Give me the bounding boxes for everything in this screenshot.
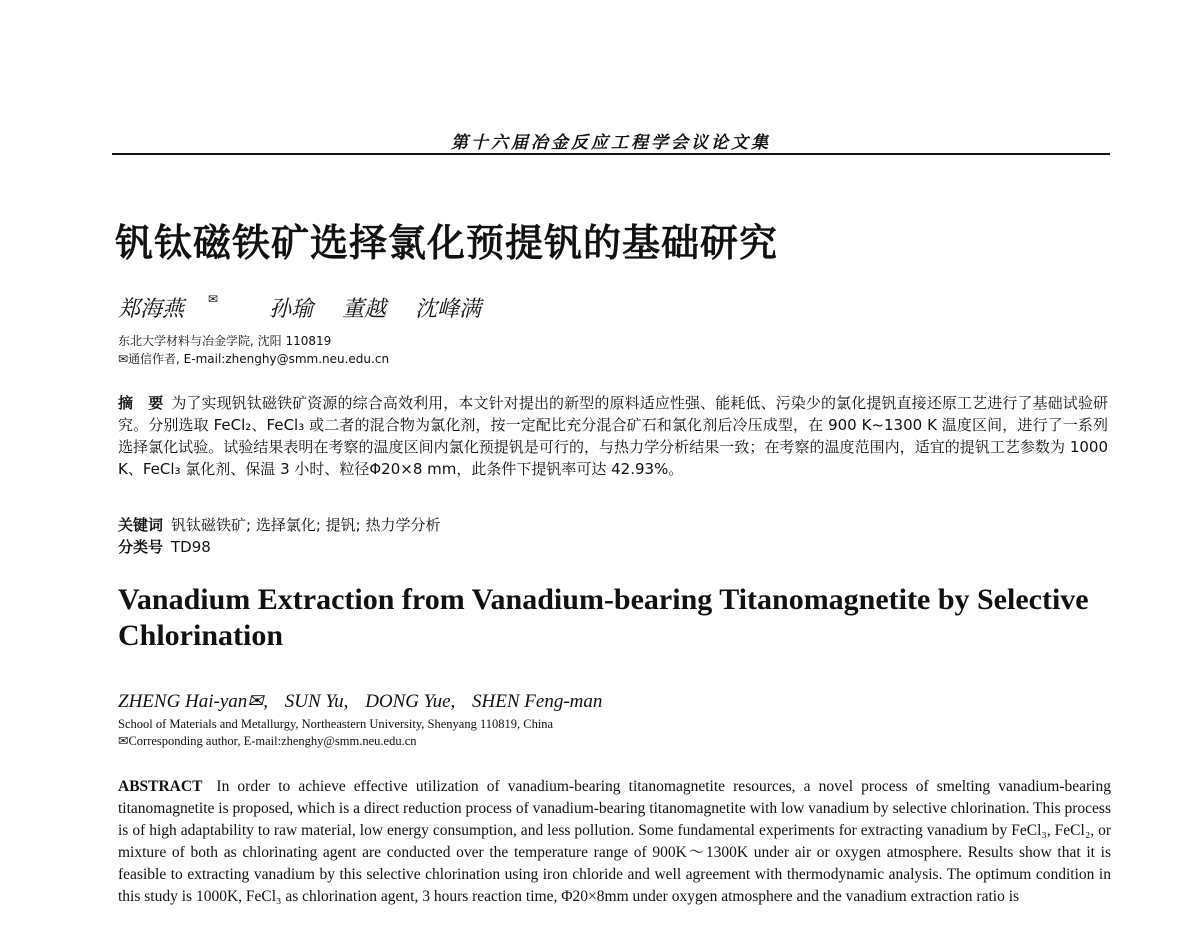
running-head: 第十六届冶金反应工程学会议论文集 [451, 133, 771, 153]
english-abstract [118, 776, 1111, 908]
en-affiliation: School of Materials and Metallurgy, Northeastern University, Shenyang 110819, China [118, 717, 554, 731]
cn-keywords-row [118, 514, 440, 536]
en-abstract-label: ABSTRACT [118, 778, 203, 795]
english-title: Vanadium Extraction from Vanadium-bearing Titanomagnetite by Selective Chlorination [118, 583, 1089, 652]
header-rule [112, 153, 1110, 155]
cn-author-1: 郑海燕 ✉ [118, 292, 219, 322]
cn-class-label: 分类号 [118, 538, 164, 556]
english-affiliation-block [118, 716, 553, 750]
en-author-4: SHEN Feng-man [472, 691, 603, 712]
cn-author-3: 董越 [342, 297, 387, 322]
cn-keywords-label: 关键词 [118, 516, 164, 534]
cn-author-2: 孙瑜 [269, 297, 314, 322]
chinese-authors [118, 292, 503, 323]
en-correspondence: ✉Corresponding author, E-mail:zhenghy@smm.neu.edu.cn [118, 734, 417, 748]
cn-correspondence: ✉通信作者, E-mail:zhenghy@smm.neu.edu.cn [118, 352, 390, 366]
cn-keywords: 钒钛磁铁矿; 选择氯化; 提钒; 热力学分析 [171, 516, 441, 534]
cn-affiliation: 东北大学材料与冶金学院, 沈阳 110819 [118, 334, 332, 348]
cn-abstract-label: 摘 要 [118, 394, 164, 412]
cn-class-row [118, 536, 440, 558]
en-abstract-text: In order to achieve effective utilization of vanadium-bearing titanomagnetite resources, a novel process of smelting vanadium-bearing titanomagnetite is proposed, which is a direct reduction process of vanadium-bearing titanomagnetite with low vanadium by selective chlorination. This process is of high adaptability to raw material, low energy consumption, and less pollution. Some fundamental experiments for extracting vanadium by FeCl₃, FeCl₂, or mixture of both as chlorinating agent are conducted over the temperature range of 900K～1300K under air or oxygen atmosphere. Results show that it is feasible to extracting vanadium by this selective chlorination using iron chloride and well agreement with thermodynamic analysis. The optimum condition in this study is 1000K, FeCl₃ as chlorination agent, 3 hours reaction time, Φ20×8mm under oxygen atmosphere and the vanadium extraction ratio is [118, 778, 1111, 905]
en-author-1: ZHENG Hai-yan✉, [118, 691, 268, 712]
chinese-keywords-block [118, 514, 440, 558]
chinese-affiliation-block [118, 332, 389, 368]
cn-author-4: 沈峰满 [415, 297, 482, 322]
corresponding-mark-icon: ✉ [208, 292, 219, 306]
en-author-2: SUN Yu, [284, 691, 349, 712]
chinese-title: 钒钛磁铁矿选择氯化预提钒的基础研究 [115, 221, 779, 265]
chinese-abstract [118, 392, 1108, 480]
cn-abstract-text: 为了实现钒钛磁铁矿资源的综合高效利用，本文针对提出的新型的原料适应性强、能耗低、污染少的氯化提钒直接还原工艺进行了基础试验研究。分别选取 FeCl₂、FeCl₃ 或二者的混合物为氯化剂，按一定配比充分混合矿石和氯化剂后冷压成型，在 900 K~1300 K 温度区间，进行了一系列选择氯化试验。试验结果表明在考察的温度区间内氯化预提钒是可行的，与热力学分析结果一致；在考察的温度范围内，适宜的提钒工艺参数为 1000 K、FeCl₃ 氯化剂、保温 3 小时、粒径Φ20×8 mm，此条件下提钒率可达 42.93%。 [118, 394, 1108, 478]
cn-class: TD98 [171, 538, 211, 556]
en-author-3: DONG Yue, [365, 691, 456, 712]
english-authors [118, 690, 614, 713]
